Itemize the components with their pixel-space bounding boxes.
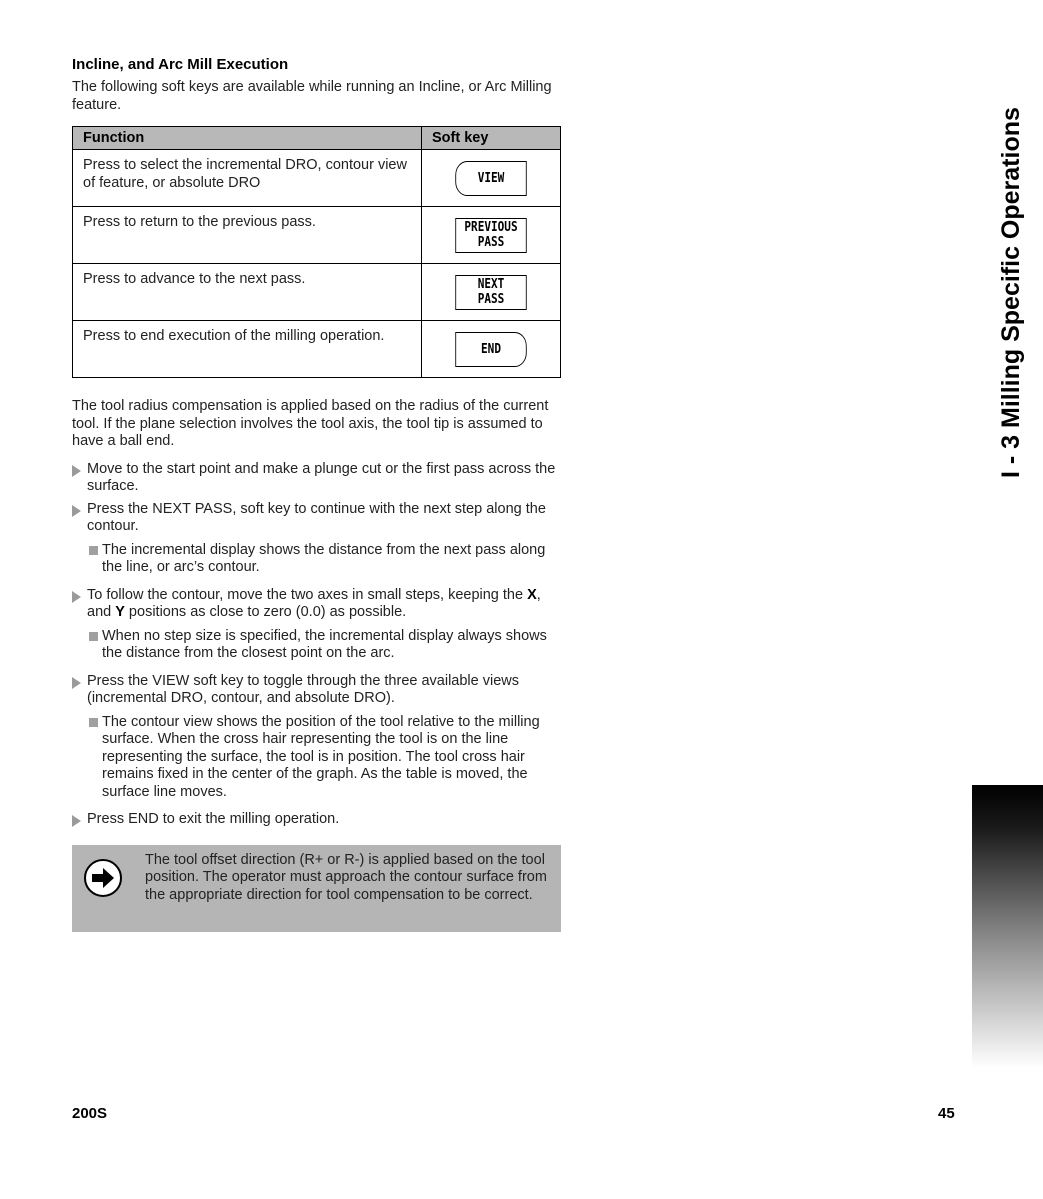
step-text-post: positions as close to zero (0.0) as possible. [124,604,407,620]
sub-item [72,542,561,577]
body-paragraph: The tool radius compensation is applied based on the radius of the current tool. If the plane selection involves the tool axis, the tool tip is assumed to have a ball end. [72,398,549,449]
square-bullet-icon [89,546,98,555]
triangle-bullet-icon [72,677,81,689]
chapter-side-title: I - 3 Milling Specific Operations [997,107,1025,478]
function-cell: Press to advance to the next pass. [73,264,422,321]
square-bullet-icon [89,632,98,641]
previous-pass-softkey: PREVIOUS PASS [455,218,526,253]
table-header-row [73,127,561,150]
sub-text: When no step size is specified, the incremental display always shows the distance from the closest point on the arc. [102,627,547,661]
note-box [72,845,561,932]
step-item [72,673,561,708]
end-softkey: END [455,332,526,367]
step-text: Press END to exit the milling operation. [87,811,340,827]
square-bullet-icon [89,718,98,727]
footer-page-number: 45 [938,1105,955,1122]
sub-item [72,628,561,663]
sub-text: The contour view shows the position of the tool relative to the milling surface. When the cross hair representing the tool is on the line representing the surface, the tool is in position. The tool cross hair remains fixed in the center of the graph. As the table is moved, the surface line moves. [102,713,540,800]
table-row [73,207,561,264]
triangle-bullet-icon [72,465,81,477]
triangle-bullet-icon [72,815,81,827]
next-pass-softkey: NEXT PASS [455,275,526,310]
function-cell: Press to select the incremental DRO, contour view of feature, or absolute DRO [73,150,422,207]
function-cell: Press to return to the previous pass. [73,207,422,264]
step-item [72,811,561,829]
view-softkey: VIEW [455,161,526,196]
step-item [72,461,561,496]
step-text-pre: To follow the contour, move the two axes in small steps, keeping the [87,586,528,603]
step-text: Press the NEXT PASS, soft key to continue with the next step along the contour. [87,500,546,534]
section-heading: Incline, and Arc Mill Execution [72,56,289,73]
step-item [72,587,561,622]
axis-x-label: X [527,586,537,603]
note-text: The tool offset direction (R+ or R-) is applied based on the tool position. The operator must approach the contour surface from the appropriate direction for tool compensation to be correct. [145,851,547,903]
table-row [73,264,561,321]
softkey-table [72,126,561,378]
axis-y-label: Y [115,604,125,620]
thumb-tab [972,785,1043,1068]
triangle-bullet-icon [72,505,81,517]
header-softkey: Soft key [422,127,561,150]
arrow-right-icon [84,859,122,897]
header-function: Function [73,127,422,150]
step-text-mid: , and [87,586,541,620]
step-text: Press the VIEW soft key to toggle through the three available views (incremental DRO, contour, and absolute DRO). [87,672,520,706]
footer-model: 200S [72,1105,108,1122]
step-item [72,501,561,536]
table-row [73,321,561,378]
page-content [72,56,561,932]
step-text: Move to the start point and make a plunge cut or the first pass across the surface. [87,460,556,494]
sub-item [72,714,561,802]
triangle-bullet-icon [72,591,81,603]
table-row [73,150,561,207]
intro-paragraph: The following soft keys are available while running an Incline, or Arc Milling feature. [72,79,552,113]
function-cell: Press to end execution of the milling operation. [73,321,422,378]
sub-text: The incremental display shows the distance from the next pass along the line, or arc’s contour. [102,541,546,575]
